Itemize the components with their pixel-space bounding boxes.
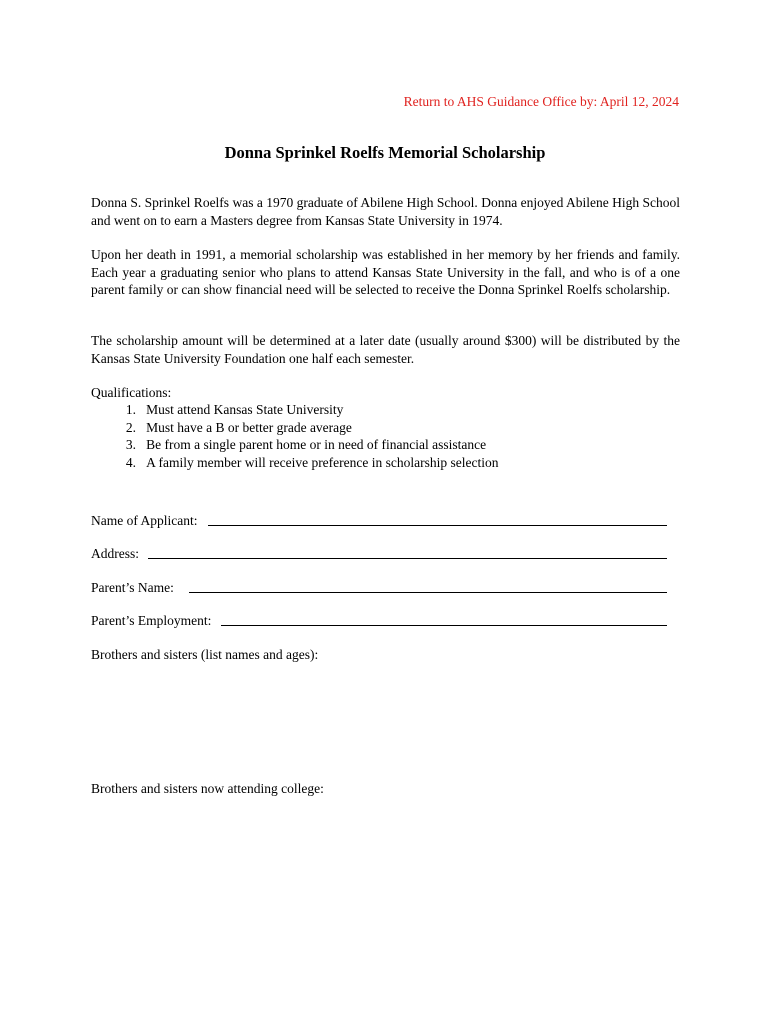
list-item-text: Must attend Kansas State University (146, 402, 344, 417)
applicant-name-blank[interactable] (208, 525, 667, 526)
list-item-number: 2. (125, 419, 136, 435)
list-item (91, 454, 680, 472)
parent-name-blank[interactable] (189, 592, 667, 593)
list-item-number: 1. (125, 402, 136, 417)
list-item-text: Must have a B or better grade average (146, 419, 352, 435)
scholarship-amount-paragraph: The scholarship amount will be determined at a later date (usually around $300) will be distributed by the Kansas State University Foundation one half each semester. (91, 333, 680, 366)
list-item-number: 4. (125, 455, 136, 471)
parent-name-label: Parent’s Name: (91, 580, 174, 595)
parent-employment-label: Parent’s Employment: (91, 613, 212, 628)
bio-paragraph: Donna S. Sprinkel Roelfs was a 1970 graduate of Abilene High School. Donna enjoyed Abilene High School and went on to earn a Masters degree from Kansas State University in 1974. (91, 195, 680, 228)
list-item-number: 3. (125, 437, 136, 453)
applicant-name-field (91, 512, 667, 530)
qualifications-heading: Qualifications: (91, 385, 172, 400)
siblings-label: Brothers and sisters (list names and ages): (91, 647, 319, 662)
parent-employment-field (91, 612, 667, 630)
address-field (91, 545, 667, 563)
parent-employment-blank[interactable] (221, 625, 667, 626)
qualifications-list (91, 401, 680, 472)
list-item (91, 419, 680, 437)
scholarship-history-paragraph: Upon her death in 1991, a memorial scholarship was established in her memory by her friends and family. Each year a graduating senior who plans to attend Kansas State University in the fall, and who is of a one parent family or can show financial need will be selected to receive the Donna Sprinkel Roelfs scholarship. (91, 247, 680, 298)
applicant-name-label: Name of Applicant: (91, 513, 198, 528)
page-title: Donna Sprinkel Roelfs Memorial Scholarship (224, 143, 546, 162)
siblings-college-label: Brothers and sisters now attending college: (91, 781, 324, 796)
list-item (91, 401, 680, 419)
list-item (91, 436, 680, 454)
address-label: Address: (91, 546, 139, 561)
parent-name-field (91, 579, 667, 597)
return-deadline-notice: Return to AHS Guidance Office by: April 12, 2024 (403, 94, 679, 109)
address-blank[interactable] (148, 558, 667, 559)
list-item-text: Be from a single parent home or in need of financial assistance (146, 437, 487, 453)
list-item-text: A family member will receive preference in scholarship selection (146, 455, 499, 471)
